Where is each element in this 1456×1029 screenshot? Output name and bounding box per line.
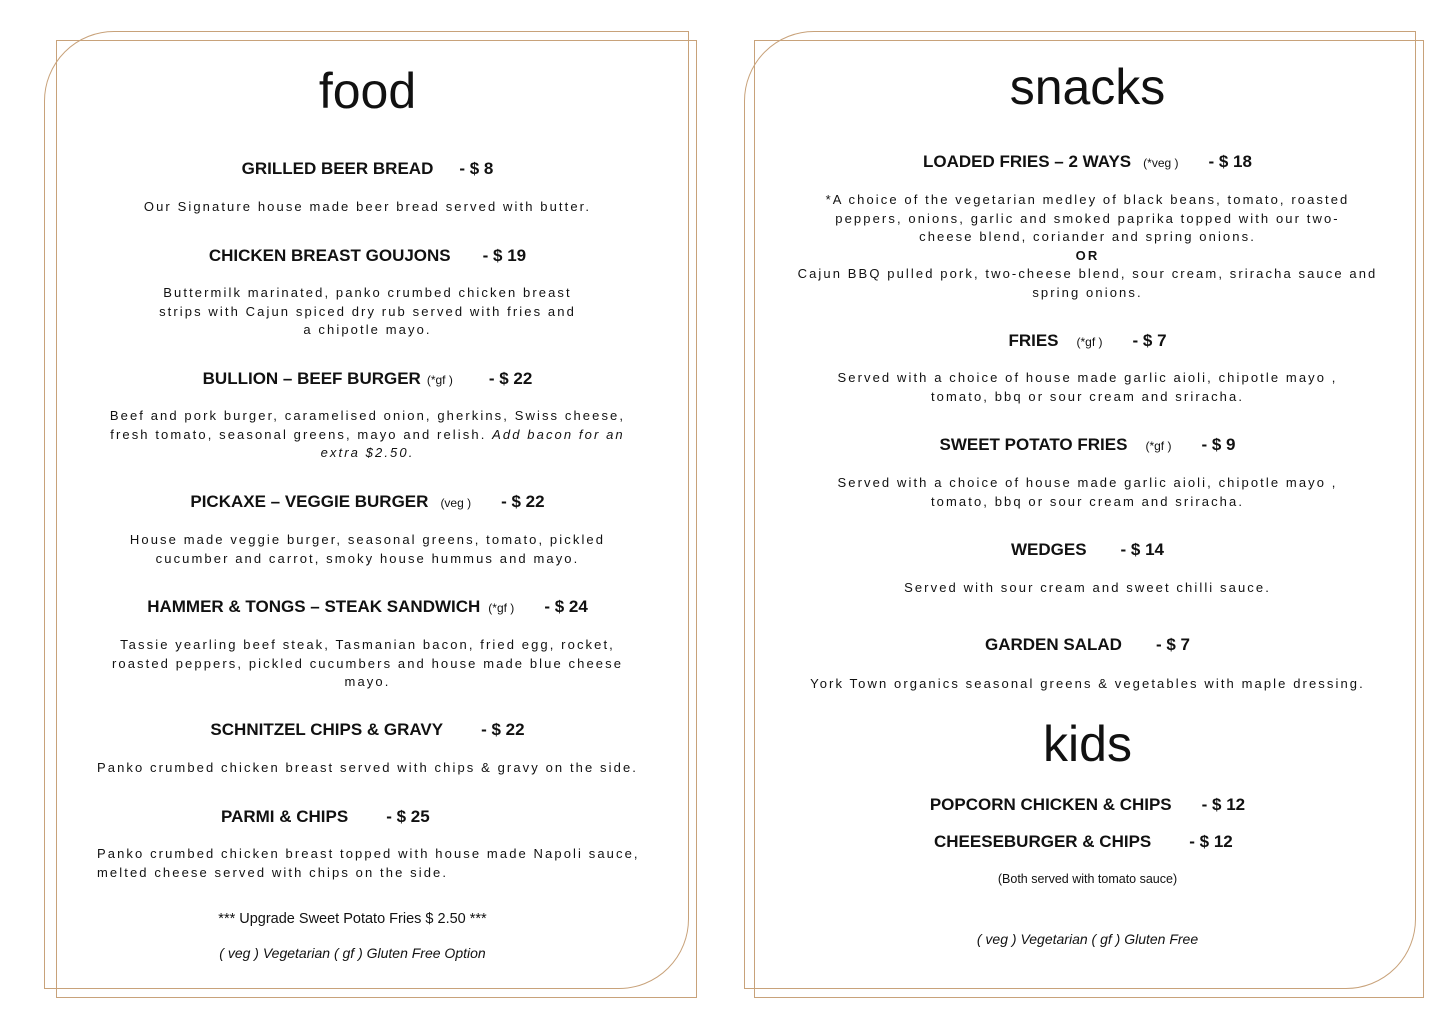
item-note: (*gf ) — [488, 601, 515, 615]
item-note: (*gf ) — [1145, 439, 1172, 453]
menu-item-wedges — [790, 540, 1385, 560]
item-name: CHEESEBURGER & CHIPS — [934, 832, 1152, 851]
item-price: - $ 25 — [386, 807, 430, 826]
menu-item-bullion-beef-burger — [80, 369, 655, 389]
desc-line: peppers, onions, garlic and smoked paprika topped with our two- — [835, 210, 1340, 226]
menu-item-hammer-tongs-steak — [80, 597, 655, 617]
item-name: POPCORN CHICKEN & CHIPS — [929, 795, 1172, 814]
item-price: - $ 18 — [1208, 152, 1252, 171]
item-description: Served with a choice of house made garlic aioli, chipotle mayo , tomato, bbq or sour cream and sriracha. — [837, 370, 1338, 404]
kids-note: (Both served with tomato sauce) — [997, 872, 1178, 886]
item-name: HAMMER & TONGS – STEAK SANDWICH — [147, 597, 481, 616]
item-note: (*veg ) — [1143, 156, 1179, 170]
item-price: - $ 22 — [488, 369, 533, 388]
item-price: - $ 19 — [482, 246, 527, 265]
item-note: (*gf ) — [1076, 335, 1103, 349]
item-description — [102, 407, 633, 463]
item-description: York Town organics seasonal greens & vegetables with maple dressing. — [810, 676, 1365, 691]
item-name: BULLION – BEEF BURGER — [202, 369, 421, 388]
item-description — [790, 191, 1385, 302]
menu-item-loaded-fries — [790, 152, 1385, 172]
item-price: - $ 22 — [501, 492, 545, 511]
item-name: PARMI & CHIPS — [221, 807, 349, 826]
item-description: Panko crumbed chicken breast served with chips & gravy on the side. — [96, 760, 638, 775]
desc-line: *A choice of the vegetarian medley of black beans, tomato, roasted — [825, 192, 1350, 207]
item-name: GRILLED BEER BREAD — [241, 159, 434, 178]
item-price: - $ 7 — [1155, 635, 1190, 654]
item-description: House made veggie burger, seasonal greens, tomato, pickled cucumber and carrot, smoky house hummus and mayo. — [129, 532, 606, 566]
item-description: Tassie yearling beef steak, Tasmanian bacon, fried egg, rocket, roasted peppers, pickled cucumbers and house made blue cheese mayo. — [111, 637, 624, 689]
item-price: - $ 14 — [1120, 540, 1165, 559]
menu-item-chicken-goujons — [80, 246, 655, 266]
item-description: Served with sour cream and sweet chilli sauce. — [904, 580, 1271, 595]
snacks-title: snacks — [1009, 59, 1166, 115]
item-price: - $ 7 — [1132, 331, 1167, 350]
desc-line: Panko crumbed chicken breast topped with house made Napoli sauce, — [97, 846, 640, 861]
diet-legend: ( veg ) Vegetarian ( gf ) Gluten Free Option — [219, 945, 486, 961]
menu-item-grilled-beer-bread — [80, 159, 655, 179]
kids-title: kids — [1043, 716, 1132, 772]
menu-item-garden-salad — [790, 635, 1385, 655]
item-name: WEDGES — [1010, 540, 1087, 559]
item-price: - $ 24 — [544, 597, 588, 616]
menu-item-fries — [790, 331, 1385, 351]
item-description: Served with a choice of house made garlic aioli, chipotle mayo , tomato, bbq or sour cream and sriracha. — [837, 475, 1338, 509]
desc-line: strips with Cajun spiced dry rub served with fries and — [159, 303, 576, 319]
item-name: GARDEN SALAD — [985, 635, 1122, 654]
desc-line: Buttermilk marinated, panko crumbed chicken breast — [163, 285, 572, 300]
menu-item-sweet-potato-fries — [790, 435, 1385, 455]
item-description — [97, 845, 655, 882]
desc-line: Cajun BBQ pulled pork, two-cheese blend, sour cream, sriracha sauce and spring onions. — [797, 266, 1378, 300]
desc-or: OR — [1075, 247, 1100, 263]
desc-line: a chipotle mayo. — [303, 322, 432, 337]
item-price: - $ 12 — [1201, 795, 1246, 814]
item-price: - $ 9 — [1201, 435, 1236, 454]
item-price: - $ 8 — [459, 159, 494, 178]
desc-text: Beef and pork burger, caramelised onion, gherkins, Swiss cheese, fresh tomato, seasonal greens, mayo and relish. — [109, 408, 626, 442]
item-description: Our Signature house made beer bread served with butter. — [143, 199, 592, 214]
menu-item-parmi — [221, 807, 655, 827]
item-description — [80, 284, 655, 340]
kids-item-popcorn-chicken — [790, 795, 1385, 815]
item-note: (veg ) — [440, 496, 472, 510]
menu-item-schnitzel — [80, 720, 655, 740]
snacks-page — [790, 0, 1385, 1029]
item-name: SCHNITZEL CHIPS & GRAVY — [210, 720, 444, 739]
kids-item-cheeseburger — [934, 832, 1385, 852]
desc-line: melted cheese served with chips on the side. — [97, 864, 449, 880]
upgrade-note: *** Upgrade Sweet Potato Fries $ 2.50 *** — [218, 911, 487, 927]
item-name: SWEET POTATO FRIES — [939, 435, 1128, 454]
item-name: FRIES — [1008, 331, 1059, 350]
desc-italic: Add bacon for an extra $2.50. — [320, 426, 625, 460]
item-note: (*gf ) — [426, 373, 453, 387]
food-page — [80, 0, 655, 1029]
item-name: CHICKEN BREAST GOUJONS — [208, 246, 451, 265]
item-name: LOADED FRIES – 2 WAYS — [923, 152, 1132, 171]
item-name: PICKAXE – VEGGIE BURGER — [190, 492, 429, 511]
item-price: - $ 22 — [481, 720, 525, 739]
item-price: - $ 12 — [1189, 832, 1233, 851]
menu-item-pickaxe-veggie-burger — [80, 492, 655, 512]
desc-line: cheese blend, coriander and spring onions. — [919, 229, 1256, 244]
food-title: food — [318, 63, 417, 119]
diet-legend: ( veg ) Vegetarian ( gf ) Gluten Free — [976, 931, 1199, 947]
